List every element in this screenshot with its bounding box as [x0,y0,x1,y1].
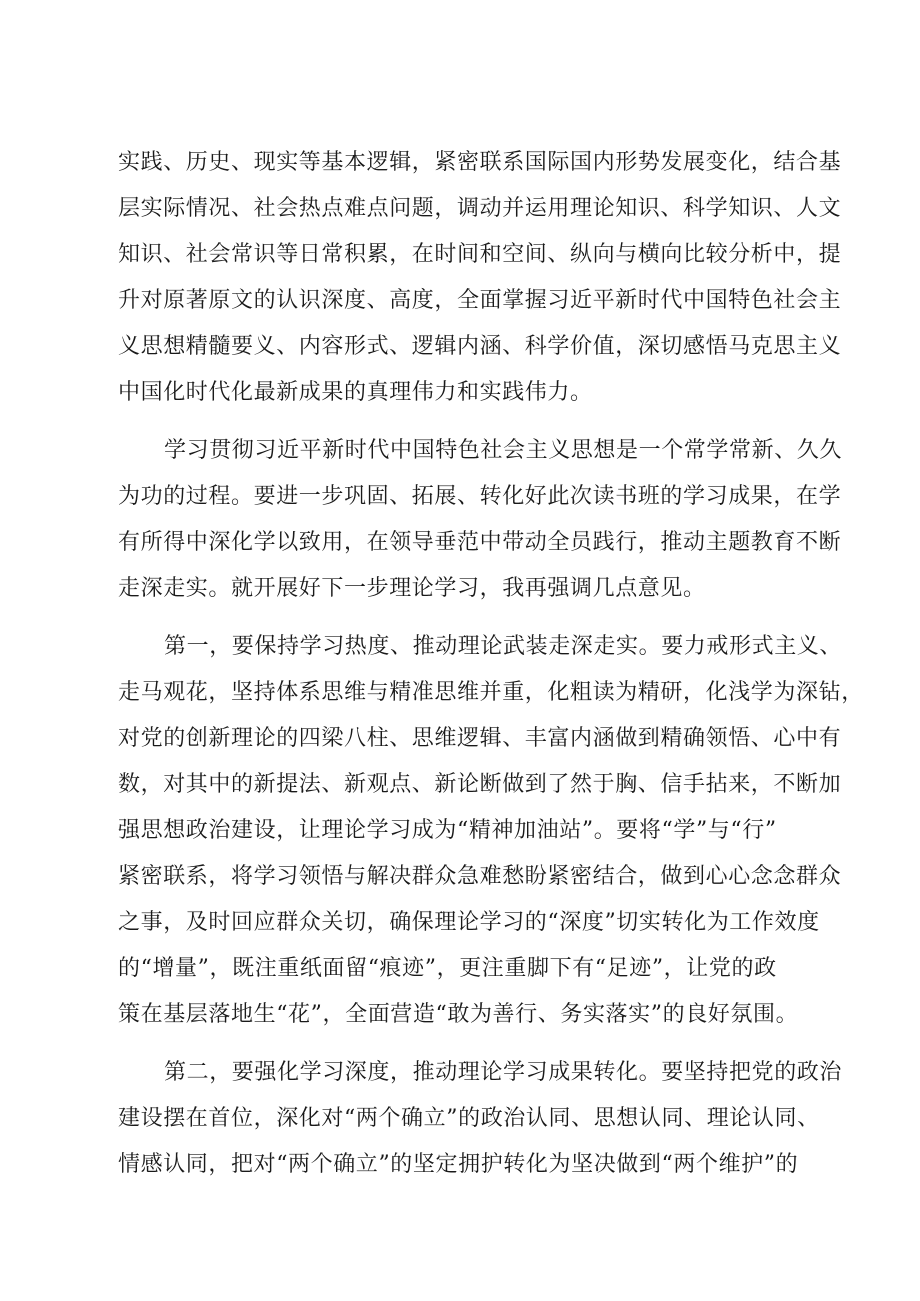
text-line: 情感认同，把对“两个确立”的坚定拥护转化为坚决做到“两个维护”的 [118,1152,799,1177]
text-line: 知识、社会常识等日常积累，在时间和空间、纵向与横向比较分析中，提 [118,242,842,267]
text-line: 走马观花，坚持体系思维与精准思维并重，化粗读为精研，化浅学为深钻， [118,680,864,705]
text-line: 建设摆在首位，深化对“两个确立”的政治认同、思想认同、理论认同、 [118,1106,820,1131]
text-line: 升对原著原文的认识深度、高度，全面掌握习近平新时代中国特色社会主 [118,288,842,313]
text-line: 的“增量”，既注重纸面留“痕迹”，更注重脚下有“足迹”，让党的政 [118,956,777,981]
document-body [118,140,864,1188]
paragraph-3 [118,624,864,1038]
text-line: 之事，及时回应群众关切，确保理论学习的“深度”切实转化为工作效度 [118,910,820,935]
text-line: 有所得中深化学以致用，在领导垂范中带动全员践行，推动主题教育不断 [118,530,842,555]
text-line: 层实际情况、社会热点难点问题，调动并运用理论知识、科学知识、人文 [118,196,842,221]
text-line: 实践、历史、现实等基本逻辑，紧密联系国际国内形势发展变化，结合基 [118,150,842,175]
text-line: 学习贯彻习近平新时代中国特色社会主义思想是一个常学常新、久久 [164,438,843,463]
paragraph-4 [118,1050,843,1188]
text-line: 为功的过程。要进一步巩固、拓展、转化好此次读书班的学习成果，在学 [118,484,842,509]
text-line: 对党的创新理论的四梁八柱、思维逻辑、丰富内涵做到精确领悟、心中有 [118,726,842,751]
text-line: 数，对其中的新提法、新观点、新论断做到了然于胸、信手拈来，不断加 [118,772,842,797]
text-line: 第一，要保持学习热度、推动理论武装走深走实。要力戒形式主义、 [164,634,843,659]
text-line: 中国化时代化最新成果的真理伟力和实践伟力。 [118,380,593,405]
text-line: 紧密联系，将学习领悟与解决群众急难愁盼紧密结合，做到心心念念群众 [118,864,842,889]
text-line: 义思想精髓要义、内容形式、逻辑内涵、科学价值，深切感悟马克思主义 [118,334,842,359]
text-line: 走深走实。就开展好下一步理论学习，我再强调几点意见。 [118,576,706,601]
text-line: 强思想政治建设，让理论学习成为“精神加油站”。要将“学”与“行” [118,818,777,843]
paragraph-1 [118,140,842,416]
text-line: 第二，要强化学习深度，推动理论学习成果转化。要坚持把党的政治 [164,1060,843,1085]
text-line: 策在基层落地生“花”，全面营造“敢为善行、务实落实”的良好氛围。 [118,1002,799,1027]
paragraph-2 [118,428,843,612]
